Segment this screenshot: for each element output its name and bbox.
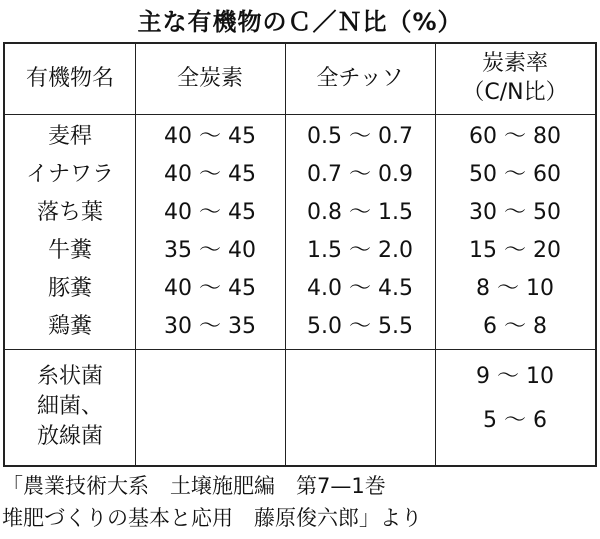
header-divider	[5, 114, 595, 115]
row-nitrogen: 0.5 ～ 0.7	[307, 124, 413, 149]
microbe-ratio: 5 ～ 6	[483, 408, 547, 433]
header-material: 有機物名	[25, 66, 114, 91]
header-ratio: 炭素率	[481, 51, 548, 76]
row-carbon: 40 ～ 45	[164, 124, 256, 149]
row-carbon: 30 ～ 35	[164, 314, 256, 339]
source-citation-line1: 「農業技術大系 土壌施肥編 第7—1巻	[2, 474, 386, 498]
microbe-name: 細菌、	[36, 394, 103, 419]
row-nitrogen: 0.8 ～ 1.5	[307, 200, 413, 225]
row-name: イナワラ	[25, 162, 114, 187]
header-ratio-sub: （C/N比）	[462, 80, 568, 105]
section-divider	[5, 349, 595, 350]
header-nitrogen: 全チッソ	[316, 66, 404, 91]
row-name: 豚糞	[47, 276, 92, 301]
cn-ratio-table	[3, 42, 597, 467]
row-name: 麦稈	[47, 124, 92, 149]
microbe-ratio: 9 ～ 10	[476, 364, 554, 389]
row-ratio: 8 ～ 10	[476, 276, 554, 301]
row-nitrogen: 0.7 ～ 0.9	[307, 162, 413, 187]
microbe-name: 糸状菌	[36, 364, 103, 389]
row-ratio: 30 ～ 50	[469, 200, 561, 225]
microbe-name: 放線菌	[36, 424, 103, 449]
header-carbon: 全炭素	[176, 66, 243, 91]
row-name: 落ち葉	[36, 200, 103, 225]
page-title: 主な有機物のＣ／Ｎ比（%）	[137, 8, 463, 36]
row-carbon: 35 ～ 40	[164, 238, 256, 263]
row-ratio: 6 ～ 8	[483, 314, 547, 339]
row-carbon: 40 ～ 45	[164, 162, 256, 187]
row-nitrogen: 4.0 ～ 4.5	[307, 276, 413, 301]
row-nitrogen: 1.5 ～ 2.0	[307, 238, 413, 263]
row-name: 牛糞	[47, 238, 92, 263]
row-ratio: 50 ～ 60	[469, 162, 561, 187]
row-ratio: 60 ～ 80	[469, 124, 561, 149]
row-nitrogen: 5.0 ～ 5.5	[307, 314, 413, 339]
source-citation-line2: 堆肥づくりの基本と応用 藤原俊六郎」より	[2, 506, 422, 530]
row-ratio: 15 ～ 20	[469, 238, 561, 263]
row-name: 鶏糞	[47, 314, 92, 339]
row-carbon: 40 ～ 45	[164, 200, 256, 225]
row-carbon: 40 ～ 45	[164, 276, 256, 301]
